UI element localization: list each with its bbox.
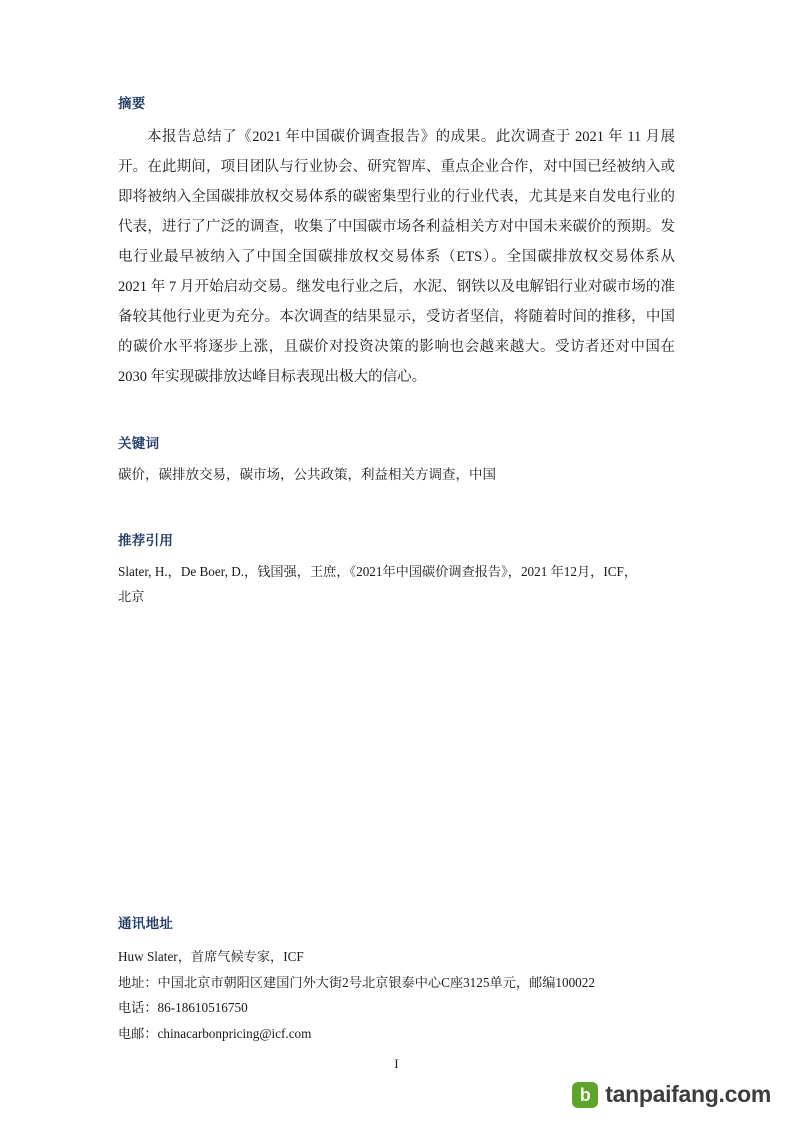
contact-phone: 电话：86-18610516750 <box>118 1000 248 1015</box>
keywords-heading: 关键词 <box>118 436 160 451</box>
watermark <box>572 1081 771 1108</box>
keywords-block <box>118 432 675 487</box>
abstract-heading: 摘要 <box>118 96 146 111</box>
contact-section <box>118 912 675 1046</box>
page-number: I <box>394 1057 399 1071</box>
contact-email: 电邮：chinacarbonpricing@icf.com <box>118 1025 312 1041</box>
abstract-section <box>118 92 675 609</box>
watermark-text: tanpaifang.com <box>605 1081 771 1107</box>
contact-person: Huw Slater，首席气候专家，ICF <box>118 949 304 964</box>
keywords-text: 碳价，碳排放交易，碳市场，公共政策，利益相关方调查，中国 <box>118 467 496 482</box>
abstract-block <box>118 92 675 392</box>
contact-address: 地址：中国北京市朝阳区建国门外大街2号北京银泰中心C座3125单元，邮编100022 <box>118 974 595 990</box>
citation-heading: 推荐引用 <box>118 533 174 548</box>
citation-line-1: Slater, H.，De Boer, D.，钱国强，王庶，《2021年中国碳价调查报告》，2021 年12月，ICF， <box>118 564 638 579</box>
watermark-logo-icon: b <box>572 1082 598 1108</box>
citation-line-2: 北京 <box>118 589 145 604</box>
contact-heading: 通讯地址 <box>118 916 174 931</box>
abstract-body: 本报告总结了《2021 年中国碳价调查报告》的成果。此次调查于 2021 年 11 月展开。在此期间，项目团队与行业协会、研究智库、重点企业合作，对中国已经被纳入或即将被纳入全国碳排放权交易体系的碳密集型行业的行业代表，尤其是来自发电行业的代表，进行了广泛的调查，收集了中国碳市场各利益相关方对中国未来碳价的预期。发电行业最早被纳入了中国全国碳排放权交易体系（ETS）。全国碳排放权交易体系从 2021 年 7 月开始启动交易。继发电行业之后，水泥、钢铁以及电解铝行业对碳市场的准备较其他行业更为充分。本次调查的结果显示，受访者坚信，将随着时间的推移，中国的碳价水平将逐步上涨，且碳价对投资决策的影响也会越来越大。受访者还对中国在 2030 年实现碳排放达峰目标表现出极大的信心。 <box>118 129 675 385</box>
citation-block <box>118 529 675 609</box>
